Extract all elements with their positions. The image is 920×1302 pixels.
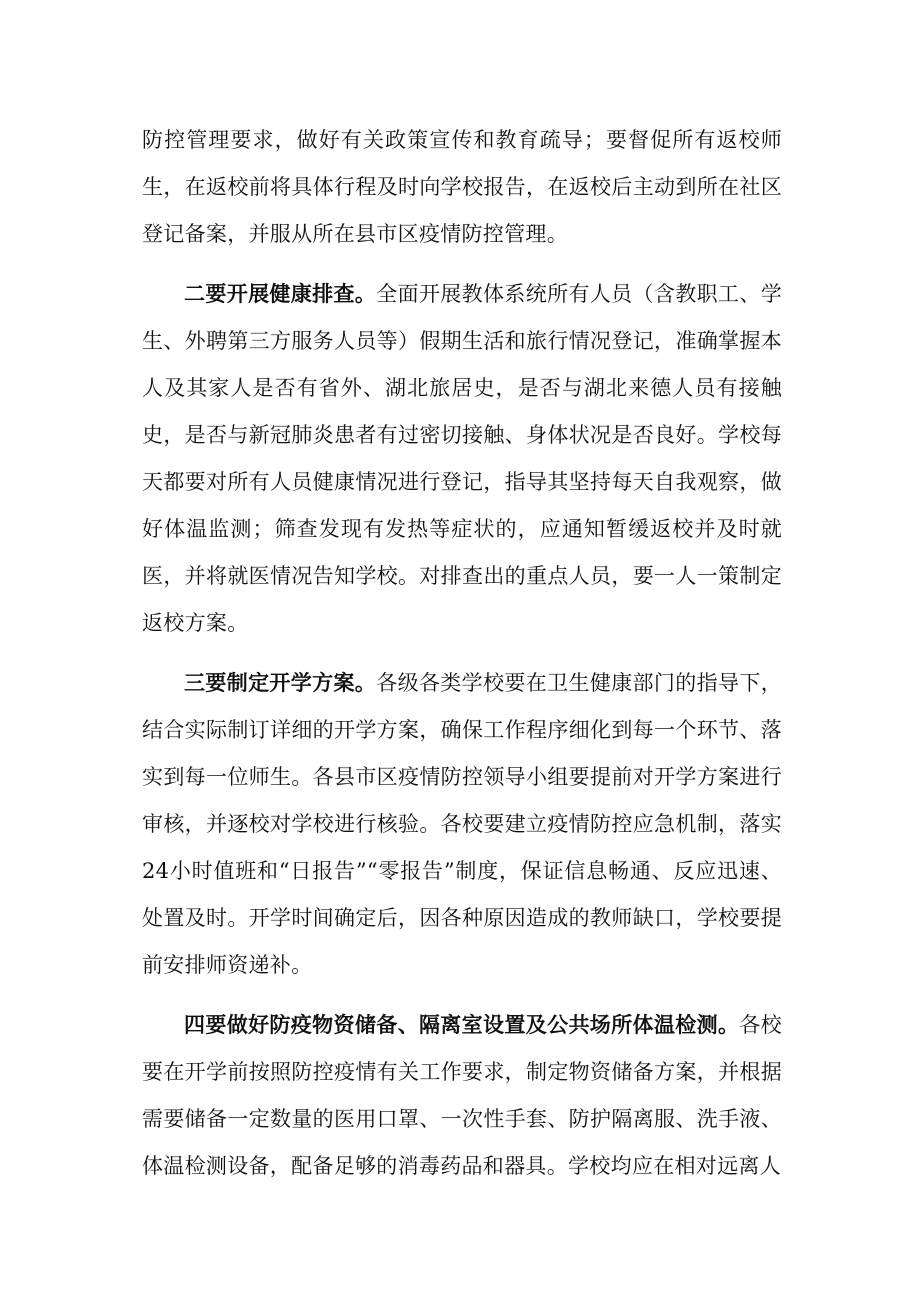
paragraph-2-body: 全面开展教体系统所有人员（含教职工、学生、外聘第三方服务人员等）假期生活和旅行情况登记，准确掌握本人及其家人是否有省外、湖北旅居史，是否与湖北来德人员有接触史，是否与新冠肺炎患者有过密切接触、身体状况是否良好。学校每天都要对所有人员健康情况进行登记，指导其坚持每天自我观察，做好体温监测；筛查发现有发热等症状的，应通知暂缓返校并及时就医，并将就医情况告知学校。对排查出的重点人员，要一人一策制定返校方案。 bbox=[142, 282, 782, 635]
paragraph-2-lead: 二要开展健康排查。 bbox=[184, 281, 377, 306]
paragraph-4-body: 各校要在开学前按照防控疫情有关工作要求，制定物资储备方案，并根据需要储备一定数量的医用口罩、一次性手套、防护隔离服、洗手液、体温检测设备，配备足够的消毒药品和器具。学校均应在相对远离人 bbox=[142, 1013, 782, 1178]
paragraph-4-lead: 四要做好防疫物资储备、隔离室设置及公共场所体温检测。 bbox=[184, 1012, 740, 1037]
paragraph-1 bbox=[142, 116, 782, 258]
paragraph-1-body: 防控管理要求，做好有关政策宣传和教育疏导；要督促所有返校师生，在返校前将具体行程及时向学校报告，在返校后主动到所在社区登记备案，并服从所在县市区疫情防控管理。 bbox=[142, 128, 782, 246]
paragraph-3 bbox=[142, 659, 782, 989]
paragraph-3-body: 各级各类学校要在卫生健康部门的指导下，结合实际制订详细的开学方案，确保工作程序细化到每一个环节、落实到每一位师生。各县市区疫情防控领导小组要提前对开学方案进行审核，并逐校对学校进行核验。各校要建立疫情防控应急机制，落实24小时值班和“日报告”“零报告”制度，保证信息畅通、反应迅速、处置及时。开学时间确定后，因各种原因造成的教师缺口，学校要提前安排师资递补。 bbox=[142, 671, 782, 977]
paragraph-3-lead: 三要制定开学方案。 bbox=[184, 670, 377, 695]
paragraph-4 bbox=[142, 1001, 782, 1190]
paragraph-2 bbox=[142, 270, 782, 647]
document-body bbox=[142, 116, 782, 1202]
